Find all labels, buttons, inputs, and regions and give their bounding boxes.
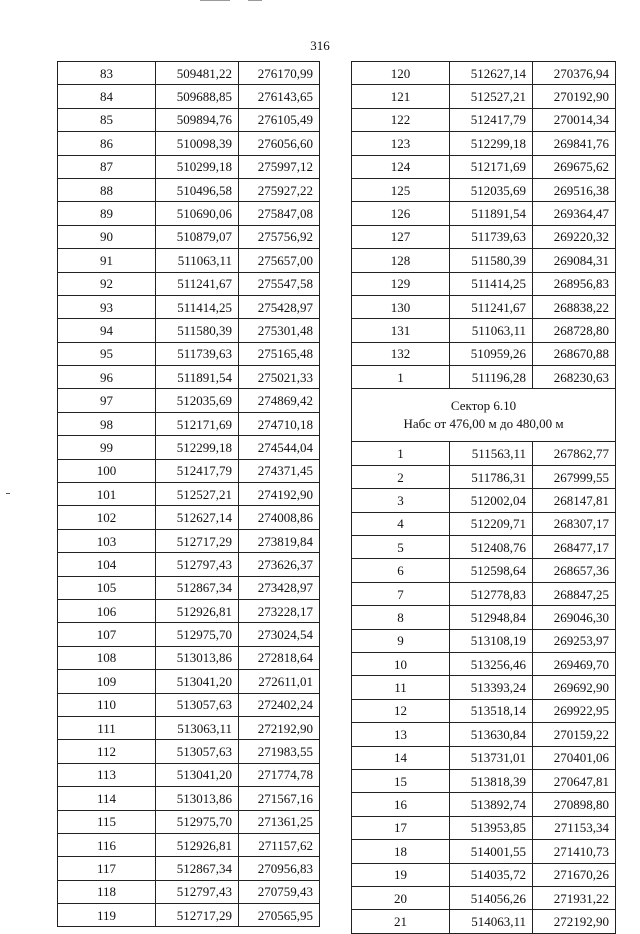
table-row [58, 787, 320, 810]
y-coordinate-cell: 275997,12 [239, 155, 320, 178]
point-number-cell: 83 [58, 62, 156, 85]
x-coordinate-cell: 512627,14 [156, 506, 239, 529]
x-coordinate-cell: 511563,11 [450, 442, 533, 465]
table-row [58, 904, 320, 927]
table-row [352, 202, 616, 225]
y-coordinate-cell: 268847,25 [533, 582, 616, 605]
x-coordinate-cell: 512948,84 [450, 606, 533, 629]
table-row [58, 810, 320, 833]
table-row [58, 342, 320, 365]
x-coordinate-cell: 513731,01 [450, 746, 533, 769]
point-number-cell: 1 [352, 442, 450, 465]
x-coordinate-cell: 509688,85 [156, 85, 239, 108]
point-number-cell: 120 [352, 62, 450, 85]
table-row [58, 576, 320, 599]
point-number-cell: 94 [58, 319, 156, 342]
table-row [58, 412, 320, 435]
y-coordinate-cell: 268838,22 [533, 295, 616, 318]
y-coordinate-cell: 274544,04 [239, 436, 320, 459]
point-number-cell: 129 [352, 272, 450, 295]
point-number-cell: 122 [352, 108, 450, 131]
y-coordinate-cell: 271153,34 [533, 816, 616, 839]
y-coordinate-cell: 268670,88 [533, 342, 616, 365]
table-row [352, 606, 616, 629]
point-number-cell: 128 [352, 249, 450, 272]
table-row [352, 442, 616, 465]
table-row [58, 225, 320, 248]
x-coordinate-cell: 511739,63 [450, 225, 533, 248]
x-coordinate-cell: 513518,14 [450, 699, 533, 722]
point-number-cell: 112 [58, 740, 156, 763]
table-row [352, 272, 616, 295]
sector-header [352, 389, 616, 442]
point-number-cell: 109 [58, 670, 156, 693]
y-coordinate-cell: 273024,54 [239, 623, 320, 646]
y-coordinate-cell: 275301,48 [239, 319, 320, 342]
table-row [58, 693, 320, 716]
table-row [352, 178, 616, 201]
point-number-cell: 13 [352, 723, 450, 746]
x-coordinate-cell: 512417,79 [156, 459, 239, 482]
point-number-cell: 102 [58, 506, 156, 529]
y-coordinate-cell: 268657,36 [533, 559, 616, 582]
table-row [58, 716, 320, 739]
table-row [58, 857, 320, 880]
table-row [352, 295, 616, 318]
table-row [352, 225, 616, 248]
y-coordinate-cell: 269084,31 [533, 249, 616, 272]
y-coordinate-cell: 273428,97 [239, 576, 320, 599]
y-coordinate-cell: 274371,45 [239, 459, 320, 482]
page-number: 316 [310, 38, 330, 53]
x-coordinate-cell: 512797,43 [156, 553, 239, 576]
point-number-cell: 11 [352, 676, 450, 699]
x-coordinate-cell: 512417,79 [450, 108, 533, 131]
point-number-cell: 105 [58, 576, 156, 599]
point-number-cell: 111 [58, 716, 156, 739]
y-coordinate-cell: 270192,90 [533, 85, 616, 108]
point-number-cell: 85 [58, 108, 156, 131]
point-number-cell: 93 [58, 295, 156, 318]
table-row [58, 646, 320, 669]
table-row [352, 465, 616, 488]
y-coordinate-cell: 274008,86 [239, 506, 320, 529]
table-row [58, 108, 320, 131]
x-coordinate-cell: 511063,11 [450, 319, 533, 342]
point-number-cell: 7 [352, 582, 450, 605]
table-row [352, 319, 616, 342]
x-coordinate-cell: 513041,20 [156, 763, 239, 786]
y-coordinate-cell: 268147,81 [533, 489, 616, 512]
table-row [58, 763, 320, 786]
y-coordinate-cell: 271410,73 [533, 840, 616, 863]
point-number-cell: 92 [58, 272, 156, 295]
y-coordinate-cell: 272192,90 [239, 716, 320, 739]
table-row [352, 132, 616, 155]
y-coordinate-cell: 270759,43 [239, 880, 320, 903]
x-coordinate-cell: 513892,74 [450, 793, 533, 816]
table-row [352, 840, 616, 863]
y-coordinate-cell: 275165,48 [239, 342, 320, 365]
y-coordinate-cell: 268477,17 [533, 536, 616, 559]
point-number-cell: 125 [352, 178, 450, 201]
table-row [352, 62, 616, 85]
point-number-cell: 114 [58, 787, 156, 810]
point-number-cell: 18 [352, 840, 450, 863]
y-coordinate-cell: 269922,95 [533, 699, 616, 722]
y-coordinate-cell: 271670,26 [533, 863, 616, 886]
x-coordinate-cell: 512975,70 [156, 810, 239, 833]
table-row [58, 670, 320, 693]
table-row [58, 483, 320, 506]
point-number-cell: 2 [352, 465, 450, 488]
point-number-cell: 14 [352, 746, 450, 769]
x-coordinate-cell: 511241,67 [450, 295, 533, 318]
x-coordinate-cell: 511414,25 [156, 295, 239, 318]
point-number-cell: 84 [58, 85, 156, 108]
point-number-cell: 123 [352, 132, 450, 155]
table-row [58, 436, 320, 459]
x-coordinate-cell: 512867,34 [156, 576, 239, 599]
table-row [352, 366, 616, 389]
x-coordinate-cell: 512926,81 [156, 599, 239, 622]
table-row [352, 699, 616, 722]
y-coordinate-cell: 273819,84 [239, 529, 320, 552]
y-coordinate-cell: 271361,25 [239, 810, 320, 833]
point-number-cell: 104 [58, 553, 156, 576]
y-coordinate-cell: 272818,64 [239, 646, 320, 669]
y-coordinate-cell: 268728,80 [533, 319, 616, 342]
x-coordinate-cell: 510098,39 [156, 132, 239, 155]
point-number-cell: 87 [58, 155, 156, 178]
y-coordinate-cell: 268956,83 [533, 272, 616, 295]
y-coordinate-cell: 275428,97 [239, 295, 320, 318]
x-coordinate-cell: 512975,70 [156, 623, 239, 646]
x-coordinate-cell: 512171,69 [450, 155, 533, 178]
x-coordinate-cell: 509481,22 [156, 62, 239, 85]
point-number-cell: 10 [352, 652, 450, 675]
point-number-cell: 117 [58, 857, 156, 880]
point-number-cell: 130 [352, 295, 450, 318]
y-coordinate-cell: 271567,16 [239, 787, 320, 810]
x-coordinate-cell: 514035,72 [450, 863, 533, 886]
x-coordinate-cell: 512926,81 [156, 833, 239, 856]
y-coordinate-cell: 274192,90 [239, 483, 320, 506]
point-number-cell: 96 [58, 366, 156, 389]
point-number-cell: 115 [58, 810, 156, 833]
x-coordinate-cell: 513818,39 [450, 769, 533, 792]
y-coordinate-cell: 269046,30 [533, 606, 616, 629]
y-coordinate-cell: 272402,24 [239, 693, 320, 716]
sector-subtitle: Набс от 476,00 м до 480,00 м [403, 416, 564, 432]
x-coordinate-cell: 512717,29 [156, 904, 239, 927]
x-coordinate-cell: 511580,39 [450, 249, 533, 272]
y-coordinate-cell: 276170,99 [239, 62, 320, 85]
x-coordinate-cell: 510959,26 [450, 342, 533, 365]
table-row [58, 62, 320, 85]
point-number-cell: 118 [58, 880, 156, 903]
y-coordinate-cell: 269364,47 [533, 202, 616, 225]
x-coordinate-cell: 512171,69 [156, 412, 239, 435]
point-number-cell: 4 [352, 512, 450, 535]
table-row [58, 553, 320, 576]
x-coordinate-cell: 512867,34 [156, 857, 239, 880]
point-number-cell: 91 [58, 249, 156, 272]
point-number-cell: 97 [58, 389, 156, 412]
x-coordinate-cell: 513041,20 [156, 670, 239, 693]
x-coordinate-cell: 512035,69 [156, 389, 239, 412]
point-number-cell: 8 [352, 606, 450, 629]
table-row [58, 202, 320, 225]
x-coordinate-cell: 511739,63 [156, 342, 239, 365]
point-number-cell: 98 [58, 412, 156, 435]
x-coordinate-cell: 513630,84 [450, 723, 533, 746]
x-coordinate-cell: 512299,18 [450, 132, 533, 155]
point-number-cell: 89 [58, 202, 156, 225]
table-row [58, 319, 320, 342]
table-row [58, 880, 320, 903]
y-coordinate-cell: 273626,37 [239, 553, 320, 576]
point-number-cell: 108 [58, 646, 156, 669]
table-row [352, 629, 616, 652]
point-number-cell: 121 [352, 85, 450, 108]
x-coordinate-cell: 512778,83 [450, 582, 533, 605]
coordinates-table-right [351, 61, 616, 934]
point-number-cell: 100 [58, 459, 156, 482]
x-coordinate-cell: 513063,11 [156, 716, 239, 739]
x-coordinate-cell: 510690,06 [156, 202, 239, 225]
y-coordinate-cell: 275021,33 [239, 366, 320, 389]
point-number-cell: 15 [352, 769, 450, 792]
x-coordinate-cell: 513953,85 [450, 816, 533, 839]
y-coordinate-cell: 274869,42 [239, 389, 320, 412]
table-row [58, 366, 320, 389]
x-coordinate-cell: 510879,07 [156, 225, 239, 248]
y-coordinate-cell: 270159,22 [533, 723, 616, 746]
y-coordinate-cell: 270565,95 [239, 904, 320, 927]
point-number-cell: 86 [58, 132, 156, 155]
y-coordinate-cell: 269220,32 [533, 225, 616, 248]
table-row [352, 793, 616, 816]
y-coordinate-cell: 268307,17 [533, 512, 616, 535]
table-row [58, 623, 320, 646]
table-row [352, 512, 616, 535]
point-number-cell: 116 [58, 833, 156, 856]
table-row [352, 910, 616, 933]
table-row [58, 295, 320, 318]
x-coordinate-cell: 512527,21 [450, 85, 533, 108]
x-coordinate-cell: 512797,43 [156, 880, 239, 903]
point-number-cell: 106 [58, 599, 156, 622]
x-coordinate-cell: 514063,11 [450, 910, 533, 933]
x-coordinate-cell: 511891,54 [156, 366, 239, 389]
table-row [352, 582, 616, 605]
point-number-cell: 99 [58, 436, 156, 459]
point-number-cell: 127 [352, 225, 450, 248]
y-coordinate-cell: 276056,60 [239, 132, 320, 155]
y-coordinate-cell: 274710,18 [239, 412, 320, 435]
table-row [58, 155, 320, 178]
x-coordinate-cell: 512598,64 [450, 559, 533, 582]
y-coordinate-cell: 271983,55 [239, 740, 320, 763]
x-coordinate-cell: 512627,14 [450, 62, 533, 85]
y-coordinate-cell: 270647,81 [533, 769, 616, 792]
y-coordinate-cell: 271931,22 [533, 886, 616, 909]
y-coordinate-cell: 269692,90 [533, 676, 616, 699]
x-coordinate-cell: 511580,39 [156, 319, 239, 342]
y-coordinate-cell: 275547,58 [239, 272, 320, 295]
point-number-cell: 5 [352, 536, 450, 559]
y-coordinate-cell: 275756,92 [239, 225, 320, 248]
table-row [352, 863, 616, 886]
y-coordinate-cell: 267862,77 [533, 442, 616, 465]
table-row [58, 833, 320, 856]
point-number-cell: 12 [352, 699, 450, 722]
x-coordinate-cell: 510496,58 [156, 178, 239, 201]
y-coordinate-cell: 270376,94 [533, 62, 616, 85]
point-number-cell: 103 [58, 529, 156, 552]
y-coordinate-cell: 276105,49 [239, 108, 320, 131]
y-coordinate-cell: 275657,00 [239, 249, 320, 272]
x-coordinate-cell: 511786,31 [450, 465, 533, 488]
scan-mark [6, 493, 10, 494]
x-coordinate-cell: 514001,55 [450, 840, 533, 863]
point-number-cell: 119 [58, 904, 156, 927]
x-coordinate-cell: 513013,86 [156, 646, 239, 669]
table-row [58, 529, 320, 552]
x-coordinate-cell: 513256,46 [450, 652, 533, 675]
x-coordinate-cell: 513057,63 [156, 740, 239, 763]
point-number-cell: 17 [352, 816, 450, 839]
y-coordinate-cell: 269253,97 [533, 629, 616, 652]
table-row [352, 886, 616, 909]
y-coordinate-cell: 269841,76 [533, 132, 616, 155]
point-number-cell: 101 [58, 483, 156, 506]
y-coordinate-cell: 270014,34 [533, 108, 616, 131]
x-coordinate-cell: 512408,76 [450, 536, 533, 559]
point-number-cell: 113 [58, 763, 156, 786]
point-number-cell: 88 [58, 178, 156, 201]
x-coordinate-cell: 511241,67 [156, 272, 239, 295]
coordinates-table-left [57, 61, 320, 927]
x-coordinate-cell: 513108,19 [450, 629, 533, 652]
y-coordinate-cell: 269516,38 [533, 178, 616, 201]
x-coordinate-cell: 513013,86 [156, 787, 239, 810]
table-row [58, 272, 320, 295]
point-number-cell: 19 [352, 863, 450, 886]
x-coordinate-cell: 511891,54 [450, 202, 533, 225]
y-coordinate-cell: 267999,55 [533, 465, 616, 488]
y-coordinate-cell: 272611,01 [239, 670, 320, 693]
point-number-cell: 110 [58, 693, 156, 716]
x-coordinate-cell: 511414,25 [450, 272, 533, 295]
x-coordinate-cell: 513393,24 [450, 676, 533, 699]
y-coordinate-cell: 271774,78 [239, 763, 320, 786]
x-coordinate-cell: 512209,71 [450, 512, 533, 535]
table-row [58, 178, 320, 201]
y-coordinate-cell: 271157,62 [239, 833, 320, 856]
table-row [58, 459, 320, 482]
table-row [352, 489, 616, 512]
table-row [58, 389, 320, 412]
point-number-cell: 95 [58, 342, 156, 365]
x-coordinate-cell: 511063,11 [156, 249, 239, 272]
scan-mark [248, 0, 262, 1]
table-row [352, 536, 616, 559]
scan-mark [200, 0, 230, 1]
x-coordinate-cell: 512299,18 [156, 436, 239, 459]
y-coordinate-cell: 272192,90 [533, 910, 616, 933]
table-row [352, 249, 616, 272]
x-coordinate-cell: 509894,76 [156, 108, 239, 131]
x-coordinate-cell: 510299,18 [156, 155, 239, 178]
y-coordinate-cell: 268230,63 [533, 366, 616, 389]
sector-header-row [352, 389, 616, 442]
table-row [352, 155, 616, 178]
x-coordinate-cell: 514056,26 [450, 886, 533, 909]
sector-title: Сектор 6.10 [450, 397, 517, 413]
y-coordinate-cell: 276143,65 [239, 85, 320, 108]
table-row [58, 506, 320, 529]
point-number-cell: 16 [352, 793, 450, 816]
point-number-cell: 1 [352, 366, 450, 389]
point-number-cell: 6 [352, 559, 450, 582]
table-row [58, 85, 320, 108]
point-number-cell: 126 [352, 202, 450, 225]
table-row [352, 342, 616, 365]
y-coordinate-cell: 269675,62 [533, 155, 616, 178]
point-number-cell: 131 [352, 319, 450, 342]
table-row [58, 249, 320, 272]
table-row [352, 769, 616, 792]
table-row [352, 723, 616, 746]
table-row [352, 676, 616, 699]
x-coordinate-cell: 512527,21 [156, 483, 239, 506]
x-coordinate-cell: 512035,69 [450, 178, 533, 201]
x-coordinate-cell: 511196,28 [450, 366, 533, 389]
point-number-cell: 21 [352, 910, 450, 933]
point-number-cell: 3 [352, 489, 450, 512]
point-number-cell: 107 [58, 623, 156, 646]
table-row [352, 85, 616, 108]
point-number-cell: 20 [352, 886, 450, 909]
table-row [352, 652, 616, 675]
y-coordinate-cell: 270898,80 [533, 793, 616, 816]
table-row [58, 599, 320, 622]
table-row [352, 746, 616, 769]
y-coordinate-cell: 270956,83 [239, 857, 320, 880]
y-coordinate-cell: 270401,06 [533, 746, 616, 769]
point-number-cell: 90 [58, 225, 156, 248]
table-row [58, 740, 320, 763]
point-number-cell: 124 [352, 155, 450, 178]
x-coordinate-cell: 512002,04 [450, 489, 533, 512]
point-number-cell: 9 [352, 629, 450, 652]
y-coordinate-cell: 273228,17 [239, 599, 320, 622]
y-coordinate-cell: 275847,08 [239, 202, 320, 225]
y-coordinate-cell: 275927,22 [239, 178, 320, 201]
x-coordinate-cell: 513057,63 [156, 693, 239, 716]
point-number-cell: 132 [352, 342, 450, 365]
table-row [352, 816, 616, 839]
y-coordinate-cell: 269469,70 [533, 652, 616, 675]
table-row [58, 132, 320, 155]
x-coordinate-cell: 512717,29 [156, 529, 239, 552]
table-row [352, 108, 616, 131]
table-row [352, 559, 616, 582]
